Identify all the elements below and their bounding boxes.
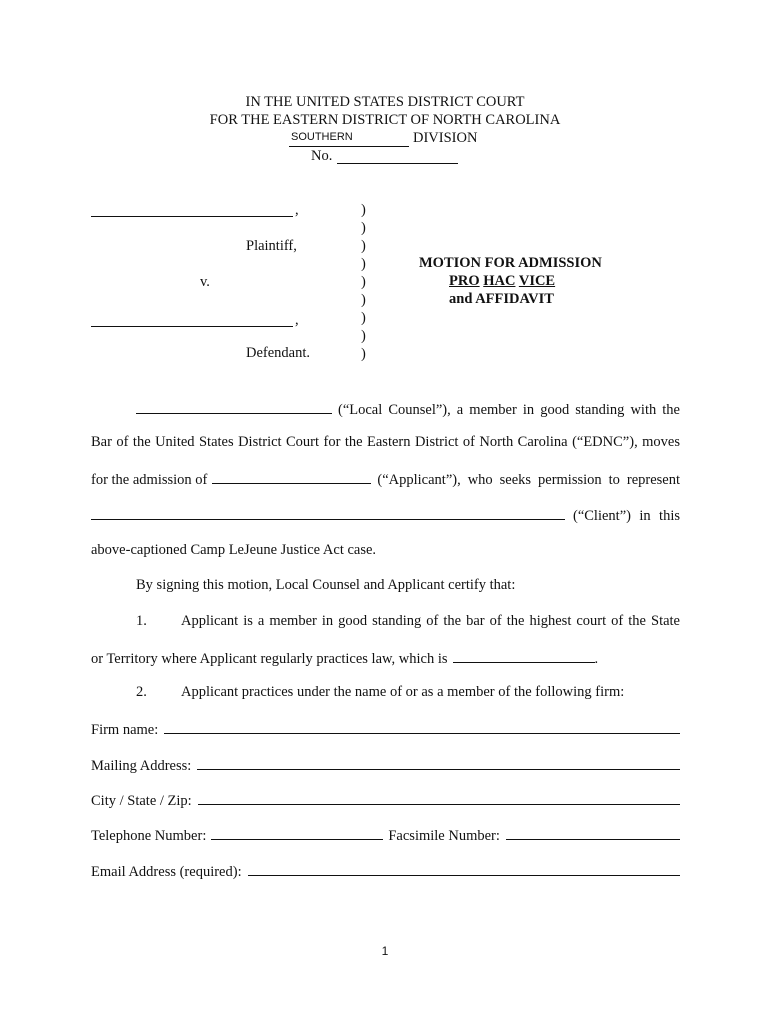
plaintiff-label: Plaintiff, — [246, 238, 297, 254]
client-name-blank[interactable] — [91, 506, 565, 520]
local-counsel-blank[interactable] — [136, 400, 332, 414]
motion-title-vice: VICE — [518, 273, 556, 289]
division-value: SOUTHERN — [291, 131, 353, 143]
paragraph-1-line1 — [136, 400, 680, 419]
email-label: Email Address (required): — [91, 864, 242, 880]
bar-state-blank[interactable] — [453, 649, 595, 663]
defendant-comma: , — [295, 312, 299, 328]
motion-title-pro: PRO — [449, 273, 480, 289]
mailing-address-field[interactable] — [197, 756, 680, 770]
email-field[interactable] — [248, 862, 680, 876]
item-1-cont-text: or Territory where Applicant regularly practices law, which is — [91, 651, 448, 667]
defendant-label: Defendant. — [246, 345, 311, 361]
city-state-zip-label: City / State / Zip: — [91, 793, 192, 809]
item-1-period: . — [594, 651, 599, 667]
telephone-label: Telephone Number: — [91, 828, 207, 844]
item-1-continuation — [91, 649, 598, 668]
defendant-name-blank[interactable] — [91, 313, 293, 327]
caption-paren: ) — [361, 346, 366, 362]
firm-name-field[interactable] — [164, 720, 680, 734]
client-text: (“Client”) in this — [573, 508, 680, 524]
telephone-field[interactable] — [211, 826, 383, 840]
certify-paragraph: By signing this motion, Local Counsel and Applicant certify that: — [136, 577, 516, 593]
caption-paren: ) — [361, 238, 366, 254]
caption-paren: ) — [361, 256, 366, 272]
caption-paren: ) — [361, 202, 366, 218]
item-1-text: Applicant is a member in good standing of the bar of the highest court of the State — [181, 613, 680, 629]
motion-title-line3: and AFFIDAVIT — [449, 291, 554, 307]
caption-paren: ) — [361, 274, 366, 290]
phone-fax-row — [91, 826, 680, 845]
caption-paren: ) — [361, 310, 366, 326]
mailing-address-label: Mailing Address: — [91, 758, 192, 774]
case-number-blank[interactable] — [337, 150, 458, 164]
division-blank[interactable] — [289, 130, 409, 147]
item-2-text: Applicant practices under the name of or as a member of the following firm: — [181, 684, 625, 700]
facsimile-field[interactable] — [506, 826, 680, 840]
caption-paren: ) — [361, 220, 366, 236]
case-number-label: No. — [311, 148, 333, 164]
motion-title-line2 — [449, 273, 555, 290]
city-state-zip-row — [91, 791, 680, 810]
applicant-name-blank[interactable] — [212, 470, 371, 484]
city-state-zip-field[interactable] — [198, 791, 680, 805]
caption-paren: ) — [361, 292, 366, 308]
firm-name-label: Firm name: — [91, 722, 159, 738]
plaintiff-comma: , — [295, 202, 299, 218]
paragraph-1-line5: above-captioned Camp LeJeune Justice Act case. — [91, 542, 377, 558]
page-number: 1 — [381, 944, 389, 958]
versus-label: v. — [200, 274, 210, 290]
court-name-line1: IN THE UNITED STATES DISTRICT COURT — [245, 94, 525, 110]
email-row — [91, 862, 680, 881]
mailing-address-row — [91, 756, 680, 775]
motion-title-line1: MOTION FOR ADMISSION — [419, 255, 602, 271]
paragraph-1-line3 — [91, 470, 680, 489]
paragraph-1-line4 — [91, 506, 680, 525]
item-2-number: 2. — [136, 684, 147, 700]
division-label: DIVISION — [413, 130, 478, 146]
local-counsel-text: (“Local Counsel”), a member in good standing with the — [338, 402, 680, 418]
item-1-number: 1. — [136, 613, 147, 629]
caption-paren: ) — [361, 328, 366, 344]
facsimile-label: Facsimile Number: — [388, 828, 500, 844]
court-name-line2: FOR THE EASTERN DISTRICT OF NORTH CAROLINA — [209, 112, 561, 128]
plaintiff-name-blank[interactable] — [91, 203, 293, 217]
paragraph-1-line2: Bar of the United States District Court for the Eastern District of North Carolina (“EDNC”), moves — [91, 434, 680, 450]
applicant-text: (“Applicant”), who seeks permission to represent — [377, 472, 680, 488]
motion-title-hac: HAC — [483, 273, 516, 289]
for-admission-text: for the admission of — [91, 472, 208, 488]
firm-name-row — [91, 720, 680, 739]
